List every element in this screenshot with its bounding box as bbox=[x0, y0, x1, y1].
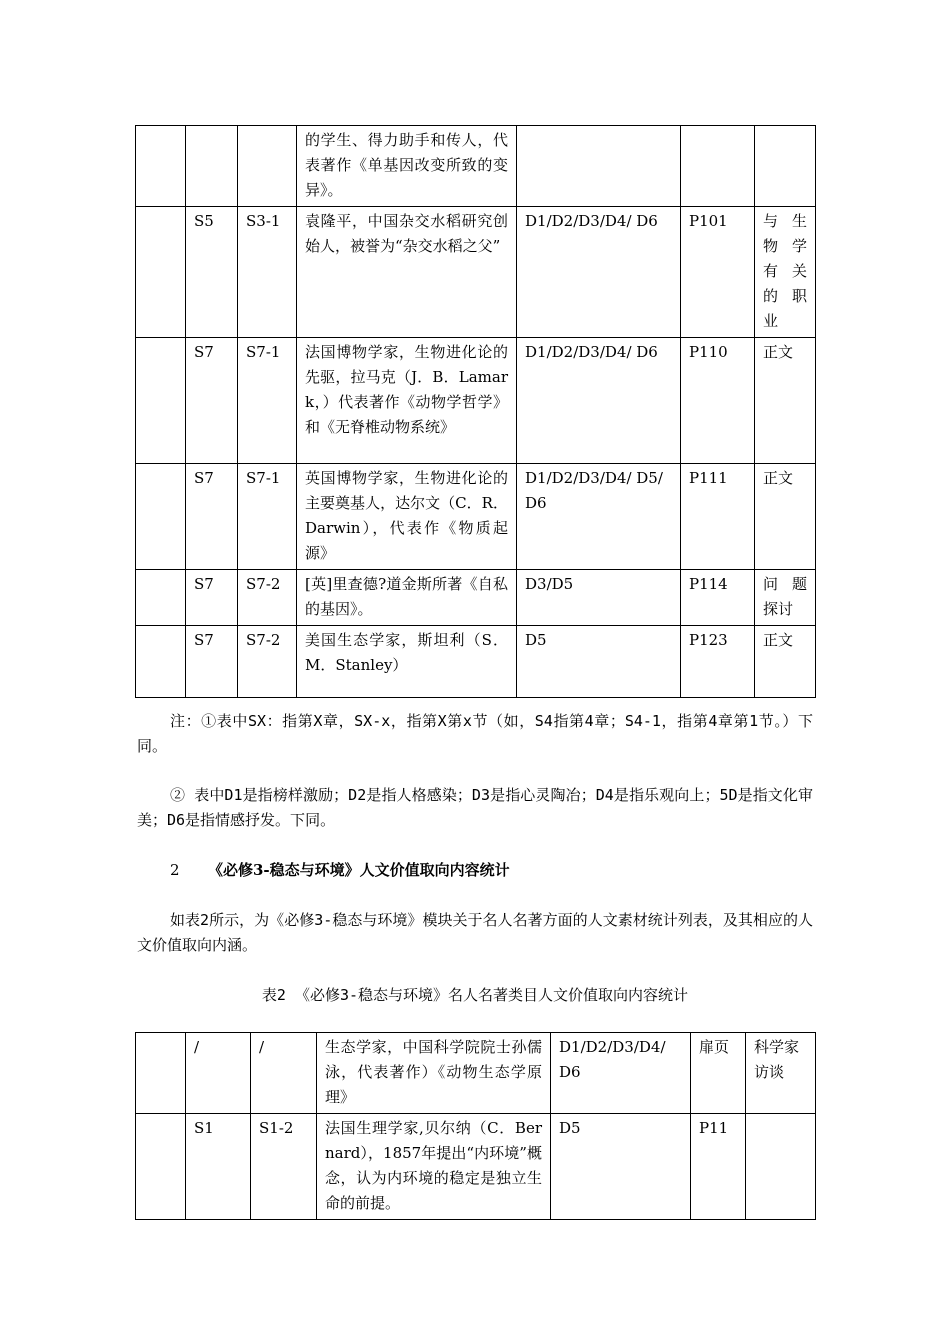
table-cell: P11 bbox=[691, 1114, 746, 1220]
table-cell: 袁隆平，中国杂交水稻研究创始人，被誉为“杂交水稻之父” bbox=[297, 207, 517, 338]
table-cell: 法国博物学家，生物进化论的先驱，拉马克（J．B．Lamark，）代表著作《动物学哲学》和《无脊椎动物系统》 bbox=[297, 338, 517, 464]
table-cell: 扉页 bbox=[691, 1033, 746, 1114]
table-cell: D3/D5 bbox=[517, 570, 681, 626]
table-cell: S7 bbox=[186, 626, 238, 698]
table-2 bbox=[135, 1032, 816, 1220]
table-cell: P110 bbox=[681, 338, 755, 464]
table-cell bbox=[746, 1114, 816, 1220]
table-1 bbox=[135, 125, 816, 698]
table-cell bbox=[136, 1114, 186, 1220]
table-cell: S3-1 bbox=[238, 207, 297, 338]
table-cell: P101 bbox=[681, 207, 755, 338]
table-cell: 正文 bbox=[755, 338, 816, 464]
table-cell: S7 bbox=[186, 464, 238, 570]
table-cell: 与 生物 学有 关的 职业 bbox=[755, 207, 816, 338]
table-cell: S7 bbox=[186, 338, 238, 464]
note-1: 注：①表中SX：指第X章，SX-x，指第X第x节（如，S4指第4章；S4-1，指第4章第1节。）下同。 bbox=[137, 712, 813, 755]
table-cell: 法国生理学家,贝尔纳（C．Bernard），1857年提出“内环境”概念，认为内环境的稳定是独立生命的前提。 bbox=[317, 1114, 551, 1220]
table-cell: 生态学家，中国科学院院士孙儒泳，代表著作）《动物生态学原理》 bbox=[317, 1033, 551, 1114]
table-cell bbox=[136, 464, 186, 570]
table-cell bbox=[681, 126, 755, 207]
table-cell: D5 bbox=[551, 1114, 691, 1220]
table-cell: D1/D2/D3/D4/ D6 bbox=[551, 1033, 691, 1114]
table-cell bbox=[238, 126, 297, 207]
table-row bbox=[136, 338, 816, 464]
table-cell: P123 bbox=[681, 626, 755, 698]
section-heading bbox=[170, 858, 510, 883]
table-cell bbox=[136, 207, 186, 338]
table-cell: D1/D2/D3/D4/ D6 bbox=[517, 207, 681, 338]
table-cell: / bbox=[251, 1033, 317, 1114]
table-cell: S7-1 bbox=[238, 338, 297, 464]
table-cell: S5 bbox=[186, 207, 238, 338]
table-row bbox=[136, 126, 816, 207]
table-cell: 科学家访谈 bbox=[746, 1033, 816, 1114]
note-2: ② 表中D1是指榜样激励；D2是指人格感染；D3是指心灵陶冶；D4是指乐观向上；5D是指文化审美；D6是指情感抒发。下同。 bbox=[137, 786, 813, 829]
table-cell bbox=[136, 126, 186, 207]
table-cell bbox=[136, 338, 186, 464]
section-number: 2 bbox=[170, 861, 180, 879]
section-title: 《必修3-稳态与环境》人文价值取向内容统计 bbox=[208, 861, 510, 879]
table-cell: S7-1 bbox=[238, 464, 297, 570]
table-cell bbox=[136, 626, 186, 698]
table-cell bbox=[136, 1033, 186, 1114]
table-cell: 问 题探讨 bbox=[755, 570, 816, 626]
table-cell: D5 bbox=[517, 626, 681, 698]
table-cell: S7-2 bbox=[238, 570, 297, 626]
table-row bbox=[136, 1114, 816, 1220]
table-cell: D1/D2/D3/D4/ D5/D6 bbox=[517, 464, 681, 570]
table-cell: 正文 bbox=[755, 464, 816, 570]
table-cell: 英国博物学家，生物进化论的主要奠基人，达尔文（C．R．Darwin），代表作《物质起源》 bbox=[297, 464, 517, 570]
table-cell bbox=[136, 570, 186, 626]
table-row bbox=[136, 464, 816, 570]
table-cell bbox=[186, 126, 238, 207]
table-cell: S7-2 bbox=[238, 626, 297, 698]
table-cell bbox=[755, 126, 816, 207]
table-cell bbox=[517, 126, 681, 207]
table-row bbox=[136, 570, 816, 626]
table-cell: [英]里查德?道金斯所著《自私的基因》。 bbox=[297, 570, 517, 626]
table-cell: D1/D2/D3/D4/ D6 bbox=[517, 338, 681, 464]
table-cell: P111 bbox=[681, 464, 755, 570]
table-cell: 美国生态学家，斯坦利（S．M．Stanley） bbox=[297, 626, 517, 698]
table-cell: / bbox=[186, 1033, 251, 1114]
table-cell: S1-2 bbox=[251, 1114, 317, 1220]
intro-paragraph: 如表2所示，为《必修3-稳态与环境》模块关于名人名著方面的人文素材统计列表，及其相应的人文价值取向内涵。 bbox=[137, 911, 813, 954]
table-cell: S1 bbox=[186, 1114, 251, 1220]
table-cell: 的学生、得力助手和传人，代表著作《单基因改变所致的变异》。 bbox=[297, 126, 517, 207]
table-row bbox=[136, 207, 816, 338]
table-row bbox=[136, 626, 816, 698]
table-row bbox=[136, 1033, 816, 1114]
table-cell: P114 bbox=[681, 570, 755, 626]
table-cell: S7 bbox=[186, 570, 238, 626]
table-cell: 正文 bbox=[755, 626, 816, 698]
table-2-caption: 表2 《必修3-稳态与环境》名人名著类目人文价值取向内容统计 bbox=[261, 986, 689, 1004]
